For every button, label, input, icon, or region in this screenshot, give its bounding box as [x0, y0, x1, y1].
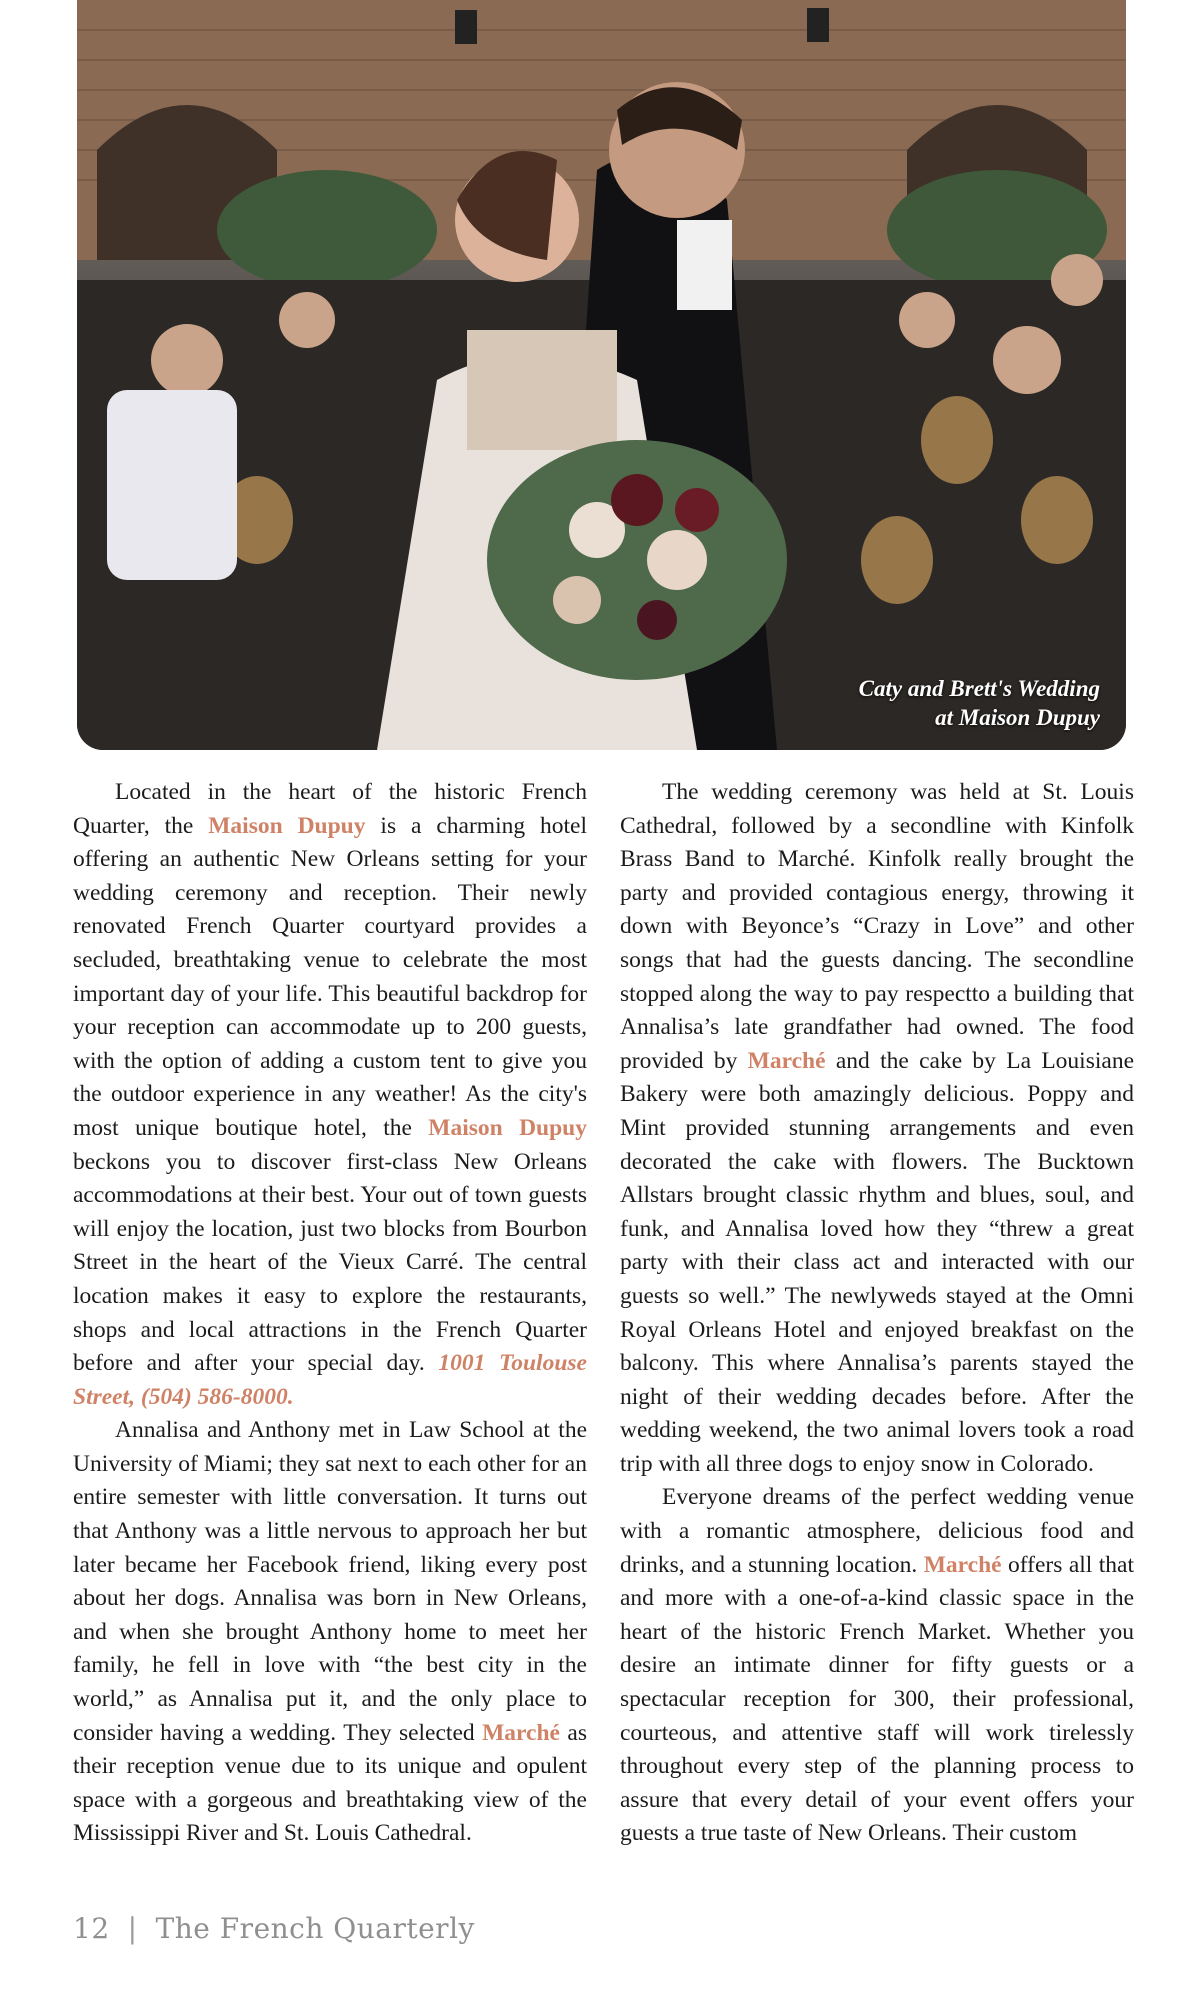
text-segment: Located in the heart of the historic French Quarter, the [73, 779, 587, 839]
caption-line-2: at Maison Dupuy [935, 705, 1100, 730]
right-column [620, 776, 1134, 1851]
photo-caption [859, 674, 1100, 732]
text-segment: as their reception venue due to its unique and opulent space with a gorgeous and breathtaking view of the Mississippi River and St. Louis Cathedral. [73, 1719, 588, 1847]
text-segment: offers all that and more with a one-of-a-kind classic space in the heart of the historic French Market. Whether you desire an intimate dinner for fifty guests or a spectacular reception for 300, their professional, courteous, and attentive staff will work tirelessly throughout every step of the planning process to assure that every detail of your event offers your guests a true taste of New Orleans. Their custom [620, 1551, 1134, 1847]
publication-name: The French Quarterly [155, 1912, 475, 1945]
text-segment: Annalisa and Anthony met in Law School at the University of Miami; they sat next to each other for an entire semester with little conversation. It turns out that Anthony was a little nervous to approach her but later became her Facebook friend, liking every post about her dogs. Annalisa was born in New Orleans, and when she brought Anthony home to meet her family, he fell in love with “the best city in the world,” as Annalisa put it, and the only place to consider having a wedding. They selected [73, 1417, 587, 1746]
text-segment: is a charming hotel offering an authentic New Orleans setting for your wedding ceremony and reception. Their newly renovated French Quarter courtyard provides a secluded, breathtaking venue to celebrate the most important day of your life. This beautiful backdrop for your reception can accommodate up to 200 guests, with the option of adding a custom tent to give you the outdoor experience in any weather! As the city's most unique boutique hotel, the [73, 812, 588, 1141]
wedding-photo-illustration [77, 0, 1126, 750]
marche-link-2: Marché [747, 1047, 826, 1074]
left-column [73, 776, 587, 1851]
page-footer [73, 1912, 475, 1945]
caption-line-1: Caty and Brett's Wedding [858, 676, 1100, 701]
paragraph-maison-dupuy [73, 776, 587, 1414]
page-number: 12 [73, 1912, 110, 1945]
maison-dupuy-link: Maison Dupuy [208, 812, 366, 839]
wedding-photo [77, 0, 1126, 750]
paragraph-ceremony [620, 776, 1134, 1481]
marche-link-3: Marché [923, 1551, 1002, 1578]
maison-dupuy-link-2: Maison Dupuy [428, 1114, 587, 1141]
text-segment: and the cake by La Louisiane Bakery were both amazingly delicious. Poppy and Mint provided stunning arrangements and even decorated the cake with flowers. The Bucktown Allstars brought classic rhythm and blues, soul, and funk, and Annalisa loved how they “threw a great party with their class act and interacted with our guests so well.” The newlyweds stayed at the Omni Royal Orleans Hotel and enjoyed breakfast on the balcony. This where Annalisa’s parents stayed the night of their wedding decades before. After the wedding weekend, the two animal lovers took a road trip with all three dogs to enjoy snow in Colorado. [620, 1047, 1134, 1477]
footer-separator: | [127, 1912, 138, 1945]
marche-link: Marché [482, 1719, 560, 1746]
text-segment: Everyone dreams of the perfect wedding venue with a romantic atmosphere, delicious food and drinks, and a stunning location. [620, 1484, 1134, 1578]
paragraph-marche-venue [620, 1481, 1134, 1851]
paragraph-couple-story [73, 1414, 587, 1851]
address-text: 1001 Toulouse Street, (504) 586-8000. [73, 1350, 587, 1410]
article-body [73, 776, 1134, 1851]
text-segment: beckons you to discover first-class New Orleans accommodations at their best. Your out of town guests will enjoy the location, just two blocks from Bourbon Street in the heart of the Vieux Carré. The central location makes it easy to explore the restaurants, shops and local attractions in the French Quarter before and after your special day. [73, 1148, 587, 1377]
text-segment: The wedding ceremony was held at St. Louis Cathedral, followed by a secondline with Kinfolk Brass Band to Marché. Kinfolk really brought the party and provided contagious energy, throwing it down with Beyonce’s “Crazy in Love” and other songs that had the guests dancing. The secondline stopped along the way to pay respectto a building that Annalisa’s late grandfather had owned. The food provided by [620, 779, 1134, 1074]
